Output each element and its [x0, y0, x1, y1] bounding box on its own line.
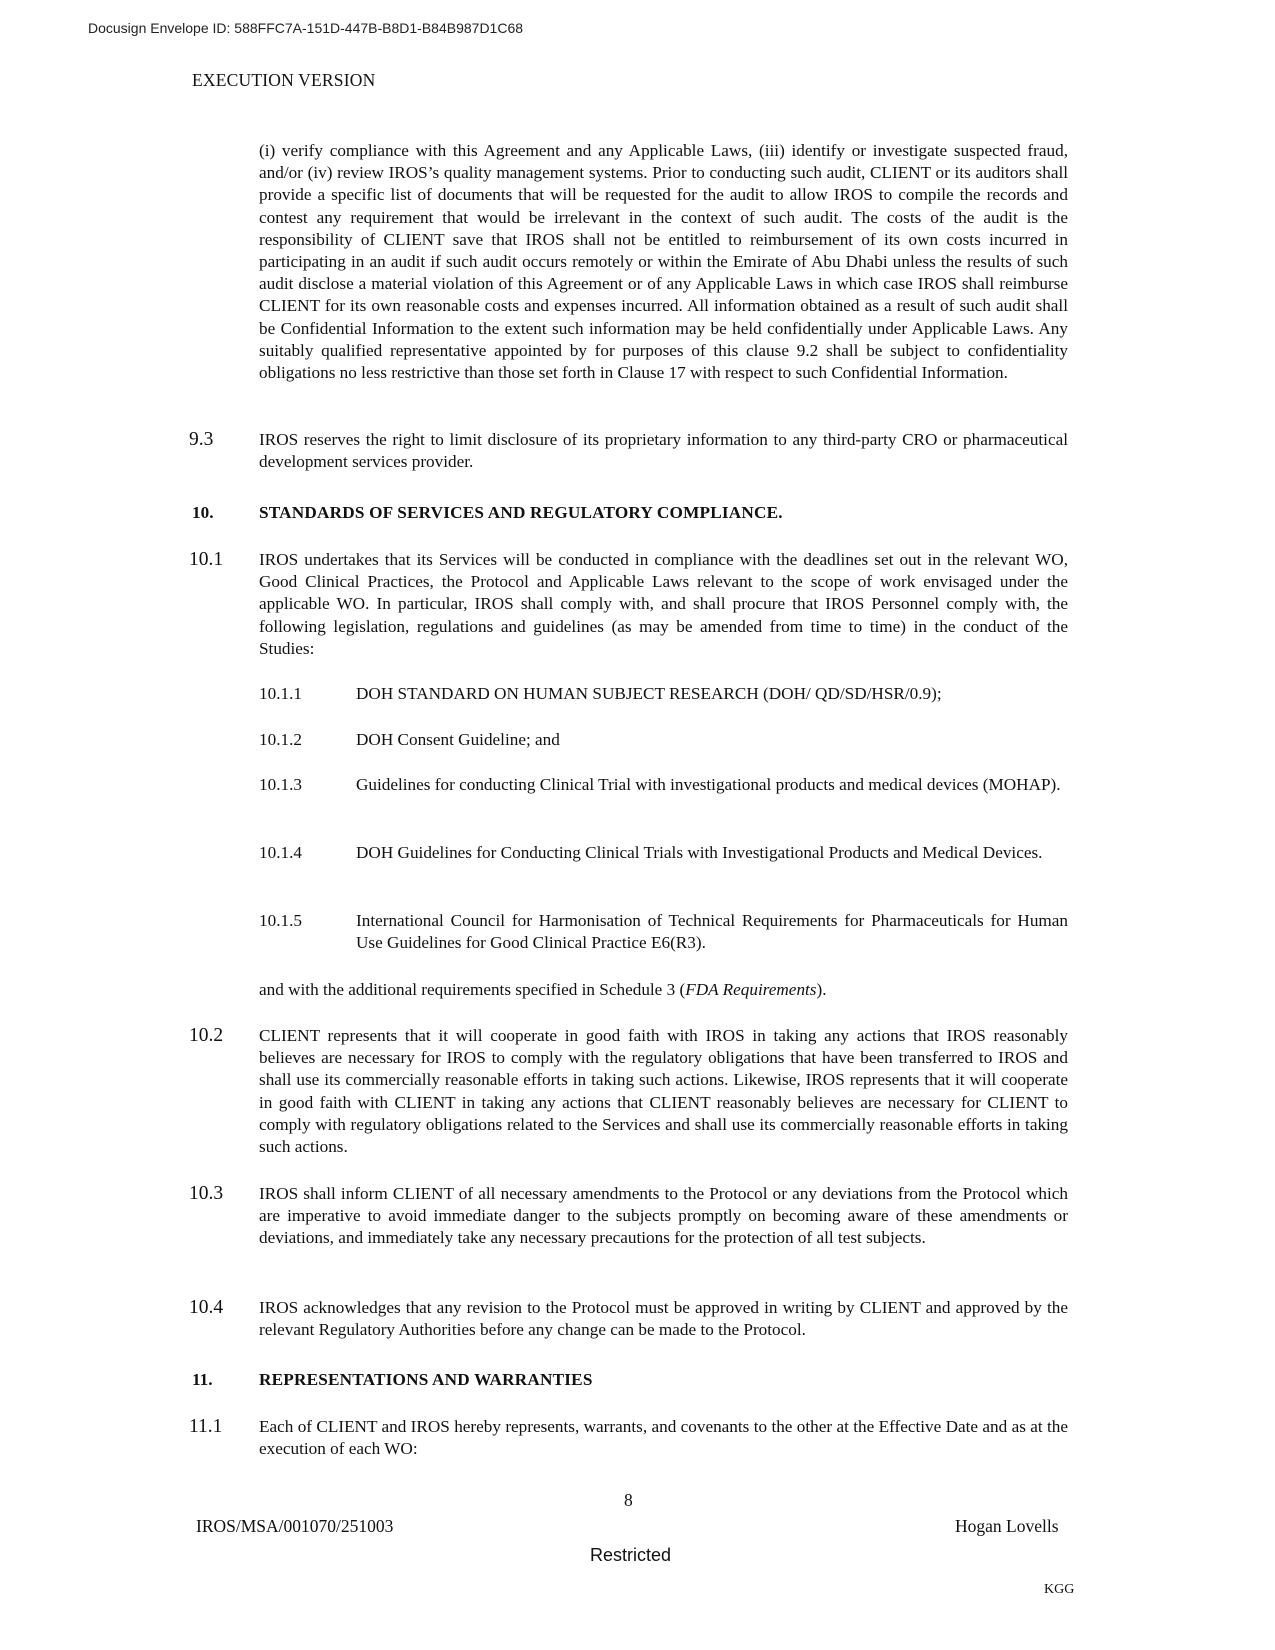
section-heading: STANDARDS OF SERVICES AND REGULATORY COMPLIANCE.: [259, 503, 783, 522]
subclause-text: International Council for Harmonisation of Technical Requirements for Pharmaceuticals for Human Use Guidelines for Good Clinical Practice E6(R3).: [356, 911, 1068, 953]
classification-label: Restricted: [590, 1545, 672, 1565]
clause-11-1-text: Each of CLIENT and IROS hereby represents, warrants, and covenants to the other at the Effective Date and as at the execution of each WO:: [259, 1417, 1068, 1459]
document-reference: IROS/MSA/001070/251003: [196, 1516, 394, 1536]
clause-number: 10.3: [189, 1183, 224, 1204]
execution-version-label: EXECUTION VERSION: [192, 70, 376, 90]
clause-number: 10.1: [189, 549, 224, 570]
clause-9-2-continuation: (i) verify compliance with this Agreement and any Applicable Laws, (iii) identify or investigate suspected fraud, and/or (iv) review IROS’s quality management systems. Prior to conducting such audit, CLIENT or its auditors shall provide a specific list of documents that will be requested for the audit to allow IROS to compile the records and contest any requirement that would be irrelevant in the context of such audit. The costs of the audit is the responsibility of CLIENT save that IROS shall not be entitled to reimbursement of its own costs incurred in participating in an audit if such audit occurs remotely or within the Emirate of Abu Dhabi unless the results of such audit disclose a material violation of this Agreement or of any Applicable Laws in which case IROS shall reimburse CLIENT for its own reasonable costs and expenses incurred. All information obtained as a result of such audit shall be Confidential Information to the extent such information may be held confidentially under Applicable Laws. Any suitably qualified representative appointed by for purposes of this clause 9.2 shall be subject to confidentiality obligations no less restrictive than those set forth in Clause 17 with respect to such Confidential Information.: [259, 141, 1068, 383]
clause-10-1-text: IROS undertakes that its Services will be conducted in compliance with the deadlines set out in the relevant WO, Good Clinical Practices, the Protocol and Applicable Laws relevant to the scope of work envisaged under the applicable WO. In particular, IROS shall comply with, and shall procure that IROS Personnel comply with, the following legislation, regulations and guidelines (as may be amended from time to time) in the conduct of the Studies:: [259, 550, 1068, 658]
subclause-number: 10.1.4: [259, 843, 302, 862]
clause-number: 10.4: [189, 1297, 224, 1318]
subclause-text: DOH Guidelines for Conducting Clinical Trials with Investigational Products and Medical Devices.: [356, 843, 1043, 862]
subclause-number: 10.1.5: [259, 911, 302, 930]
clause-number: 11.1: [189, 1416, 223, 1437]
subclause-number: 10.1.2: [259, 730, 302, 749]
clause-number: 9.3: [189, 429, 214, 450]
law-firm-name: Hogan Lovells: [955, 1516, 1059, 1536]
subclause-text: DOH Consent Guideline; and: [356, 730, 560, 749]
clause-9-3-text: IROS reserves the right to limit disclosure of its proprietary information to any third-party CRO or pharmaceutical development services provider.: [259, 430, 1068, 472]
section-heading: REPRESENTATIONS AND WARRANTIES: [259, 1370, 593, 1389]
subclause-number: 10.1.1: [259, 684, 302, 703]
clause-number: 10.2: [189, 1025, 224, 1046]
schedule-reference: FDA Requirements: [685, 980, 817, 999]
section-number: 10.: [192, 503, 214, 522]
subclause-number: 10.1.3: [259, 775, 302, 794]
clause-10-3-text: IROS shall inform CLIENT of all necessary amendments to the Protocol or any deviations from the Protocol which are imperative to avoid immediate danger to the subjects promptly on becoming aware of these amendments or deviations, and immediately take any necessary precautions for the protection of all test subjects.: [259, 1184, 1068, 1248]
initials: KGG: [1044, 1582, 1075, 1597]
clause-10-2-text: CLIENT represents that it will cooperate in good faith with IROS in taking any actions that IROS reasonably believes are necessary for IROS to comply with the regulatory obligations that have been transferred to IROS and shall use its commercially reasonable efforts in taking such actions. Likewise, IROS represents that it will cooperate in good faith with CLIENT in taking any actions that CLIENT reasonably believes are necessary for CLIENT to comply with regulatory obligations related to the Services and shall use its commercially reasonable efforts in taking such actions.: [259, 1026, 1068, 1157]
clause-10-1-closing: and with the additional requirements specified in Schedule 3 (FDA Requirements).: [259, 980, 827, 999]
subclause-text: DOH STANDARD ON HUMAN SUBJECT RESEARCH (DOH/ QD/SD/HSR/0.9);: [356, 684, 942, 703]
docusign-envelope-id: Docusign Envelope ID: 588FFC7A-151D-447B-B8D1-B84B987D1C68: [88, 20, 524, 36]
page-number: 8: [624, 1490, 633, 1510]
clause-10-4-text: IROS acknowledges that any revision to the Protocol must be approved in writing by CLIENT and approved by the relevant Regulatory Authorities before any change can be made to the Protocol.: [259, 1298, 1068, 1340]
subclause-text: Guidelines for conducting Clinical Trial with investigational products and medical devices (MOHAP).: [356, 775, 1061, 794]
section-number: 11.: [192, 1370, 213, 1389]
